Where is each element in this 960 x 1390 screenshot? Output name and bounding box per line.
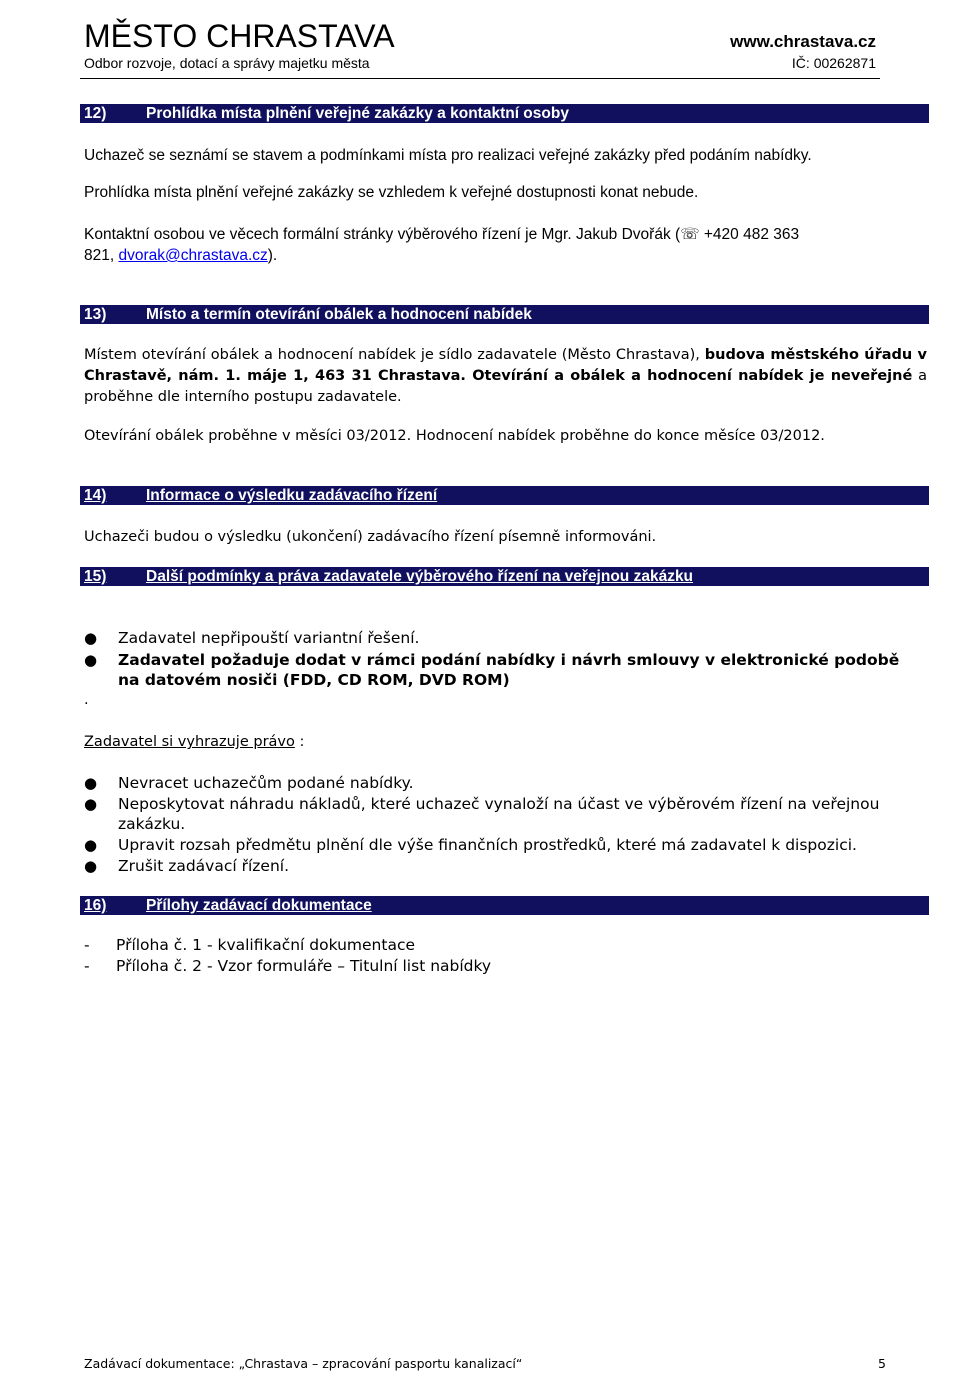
bullet-icon: ● [84, 774, 98, 792]
org-subtitle: Odbor rozvoje, dotací a správy majetku města [84, 55, 370, 71]
rights-heading [84, 732, 929, 753]
paragraph [84, 345, 927, 408]
paragraph: Otevírání obálek proběhne v měsíci 03/2012. Hodnocení nabídek proběhne do konce měsíce 03/2012. [84, 428, 825, 444]
section-13-heading [80, 305, 929, 324]
section-16-heading [80, 896, 929, 915]
section-title: Přílohy zadávací dokumentace [146, 897, 372, 914]
section-number: 16) [84, 897, 107, 914]
dash-marker: - [84, 957, 90, 975]
rights-heading-text: Zadavatel si vyhrazuje právo [84, 734, 295, 750]
contact-paragraph [84, 224, 929, 266]
stray-dot: . [84, 692, 89, 708]
paragraph: Uchazeč se seznámí se stavem a podmínkami místa pro realizaci veřejné zakázky před podáním nabídky. [84, 147, 812, 164]
section-12-heading [80, 104, 929, 123]
bullet-icon: ● [84, 795, 98, 813]
email-link[interactable]: dvorak@chrastava.cz [118, 247, 268, 264]
section-title: Další podmínky a práva zadavatele výběrového řízení na veřejnou zakázku [146, 568, 694, 585]
list-item-text: Neposkytovat náhradu nákladů, které uchazeč vynaloží na účast ve výběrovém řízení na veřejnou zakázku. [118, 795, 880, 833]
bullet-icon: ● [84, 629, 98, 647]
bullet-icon: ● [84, 857, 98, 875]
section-number: 12) [84, 105, 107, 122]
paragraph: Prohlídka místa plnění veřejné zakázky se vzhledem k veřejné dostupnosti konat nebude. [84, 184, 699, 201]
section-14-heading [80, 486, 929, 505]
bullet-icon: ● [84, 836, 98, 854]
section-number: 13) [84, 306, 107, 323]
text: a proběhne dle interního postupu zadavatele. [84, 368, 928, 405]
footer-text: Zadávací dokumentace: „Chrastava – zpracování pasportu kanalizací“ [84, 1356, 523, 1371]
contact-text: Kontaktní osobou ve věcech formální stránky výběrového řízení je Mgr. Jakub Dvořák ( [84, 226, 681, 243]
contact-end: ). [267, 247, 278, 264]
attachment-2: Příloha č. 2 - Vzor formuláře – Titulní list nabídky [116, 957, 492, 975]
phone-number: +420 482 363 [699, 226, 800, 243]
section-title: Prohlídka místa plnění veřejné zakázky a kontaktní osoby [146, 105, 569, 122]
list-item-text: Zrušit zadávací řízení. [118, 857, 290, 875]
section-15-heading [80, 567, 929, 586]
list-item-text: Zadavatel nepřipouští variantní řešení. [118, 629, 420, 647]
section-title: Místo a termín otevírání obálek a hodnocení nabídek [146, 306, 532, 323]
page-number: 5 [878, 1356, 886, 1371]
section-number: 15) [84, 568, 107, 585]
rights-heading-colon: : [294, 734, 305, 750]
list-item-text: Zadavatel požaduje dodat v rámci podání nabídky i návrh smlouvy v elektronické podobě na datovém nosiči (FDD, CD ROM, DVD ROM) [118, 651, 900, 689]
org-title: MĚSTO CHRASTAVA [84, 18, 395, 54]
phone-icon: ☏ [680, 226, 700, 243]
list-item-text: Nevracet uchazečům podané nabídky. [118, 774, 414, 792]
text: Místem otevírání obálek a hodnocení nabídek je sídlo zadavatele (Město Chrastava), [84, 347, 705, 363]
section-number: 14) [84, 487, 107, 504]
dash-marker: - [84, 936, 90, 954]
phone-number-end: 821, [84, 247, 119, 264]
bullet-icon: ● [84, 651, 98, 669]
bold-text: budova městského úřadu v Chrastavě, nám. 1. máje 1, 463 31 Chrastava. Otevírání a obálek a hodnocení nabídek je neveřejné [84, 347, 927, 384]
section-title: Informace o výsledku zadávacího řízení [146, 487, 438, 504]
header-divider [80, 78, 880, 79]
website-link[interactable]: www.chrastava.cz [730, 32, 876, 51]
list-item-text: Upravit rozsah předmětu plnění dle výše finančních prostředků, které má zadavatel k dispozici. [118, 836, 857, 854]
paragraph: Uchazeči budou o výsledku (ukončení) zadávacího řízení písemně informováni. [84, 529, 657, 545]
attachment-1: Příloha č. 1 - kvalifikační dokumentace [116, 936, 416, 954]
company-id: IČ: 00262871 [791, 55, 876, 71]
